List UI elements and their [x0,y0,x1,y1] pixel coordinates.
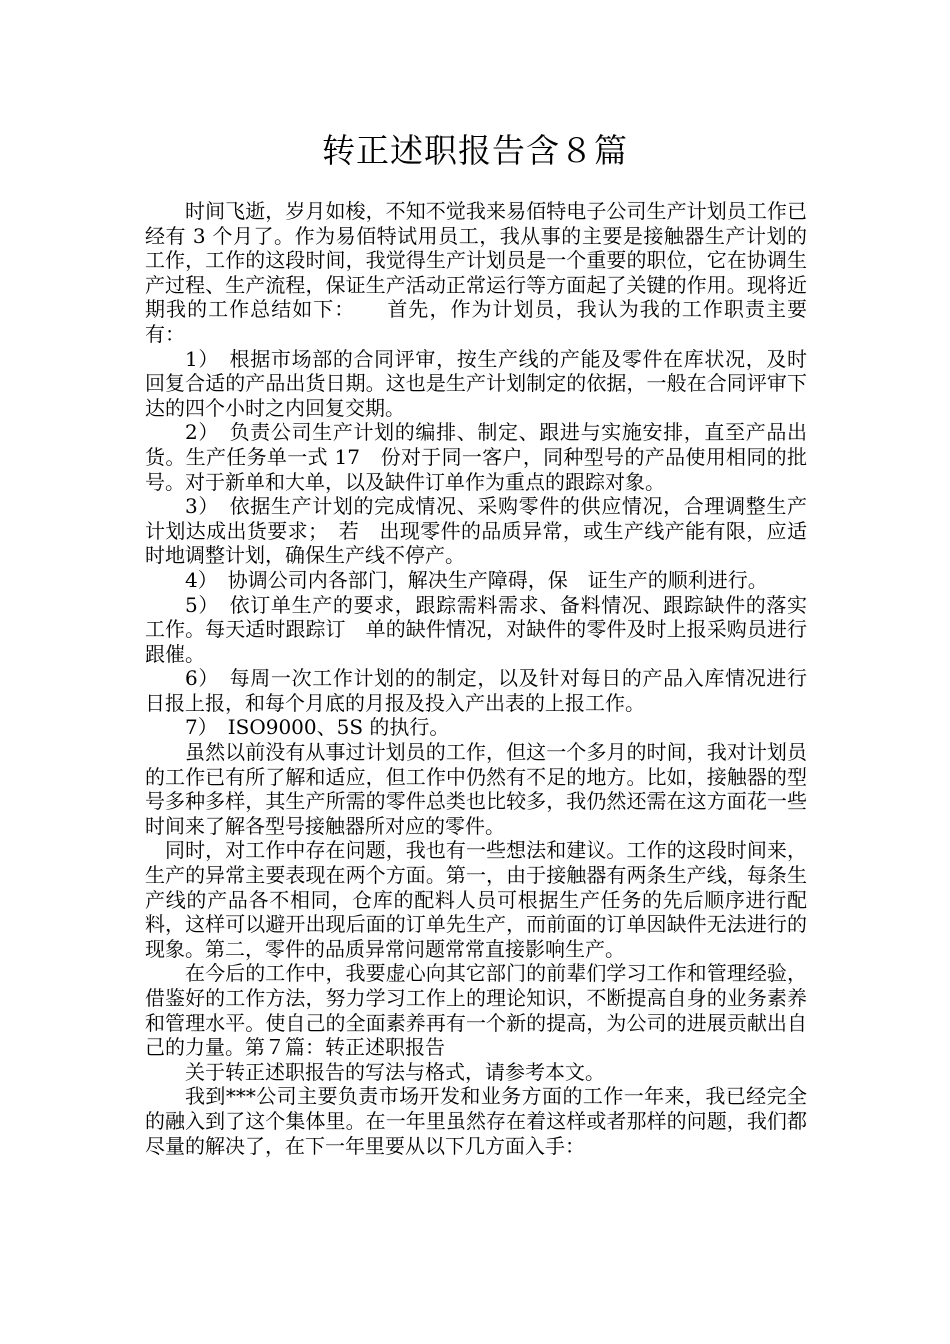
document-body [145,199,807,1158]
paragraph-market-intro: 我到***公司主要负责市场开发和业务方面的工作一年来，我已经完全的融入到了这个集体里。在一年里虽然存在着这样或者那样的问题，我们都尽量的解决了，在下一年里要从以下几方面入手： [145,1084,807,1158]
paragraph-duty-2: 2） 负责公司生产计划的编排、制定、跟进与实施安排，直至产品出货。生产任务单一式 17 份对于同一客户，同种型号的产品使用相同的批号。对于新单和大单，以及缺件订单作为重点的跟踪对象。 [145,420,807,494]
paragraph-duty-6: 6） 每周一次工作计划的的制定，以及针对每日的产品入库情况进行日报上报，和每个月底的月报及投入产出表的上报工作。 [145,666,807,715]
paragraph-duty-5: 5） 依订单生产的要求，跟踪需料需求、备料情况、跟踪缺件的落实工作。每天适时跟踪订 单的缺件情况，对缺件的零件及时上报采购员进行跟催。 [145,592,807,666]
paragraph-duty-4: 4） 协调公司内各部门，解决生产障碍，保 证生产的顺利进行。 [185,567,768,592]
paragraph-format-note: 关于转正述职报告的写法与格式，请参考本文。 [185,1059,605,1084]
paragraph-intro: 时间飞逝，岁月如梭，不知不觉我来易佰特电子公司生产计划员工作已经有 3 个月了。作为易佰特试用员工，我从事的主要是接触器生产计划的工作，工作的这段时间，我觉得生产计划员是一个重要的职位，它在协调生产过程、生产流程，保证生产活动正常运行等方面起了关键的作用。现将近期我的工作总结如下： 首先，作为计划员，我认为我的工作职责主要有： [145,199,807,346]
paragraph-shortcomings: 虽然以前没有从事过计划员的工作，但这一个多月的时间，我对计划员的工作已有所了解和适应，但工作中仍然有不足的地方。比如，接触器的型号多种多样，其生产所需的零件总类也比较多，我仍然还需在这方面花一些时间来了解各型号接触器所对应的零件。 [145,740,807,838]
paragraph-duty-3: 3） 依据生产计划的完成情况、采购零件的供应情况，合理调整生产计划达成出货要求； 若 出现零件的品质异常，或生产线产能有限，应适时地调整计划，确保生产线不停产。 [145,494,807,568]
document-title: 转正述职报告含８篇 [322,131,628,170]
paragraph-duty-1: 1） 根据市场部的合同评审，按生产线的产能及零件在库状况，及时回复合适的产品出货日期。这也是生产计划制定的依据，一般在合同评审下达的四个小时之内回复交期。 [145,346,807,420]
paragraph-future: 在今后的工作中，我要虚心向其它部门的前辈们学习工作和管理经验，借鉴好的工作方法，努力学习工作上的理论知识，不断提高自身的业务素养和管理水平。使自己的全面素养再有一个新的提高，为公司的进展贡献出自己的力量。第７篇：转正述职报告 [145,961,807,1060]
paragraph-suggestions: 同时，对工作中存在问题，我也有一些想法和建议。工作的这段时间来，生产的异常主要表现在两个方面。第一，由于接触器有两条生产线，每条生产线的产品各不相同，仓库的配料人员可根据生产任务的先后顺序进行配料，这样可以避开出现后面的订单先生产，而前面的订单因缺件无法进行的现象。第二，零件的品质异常问题常常直接影响生产。 [145,838,807,961]
paragraph-duty-7: 7） ISO9000、5S 的执行。 [185,715,450,740]
